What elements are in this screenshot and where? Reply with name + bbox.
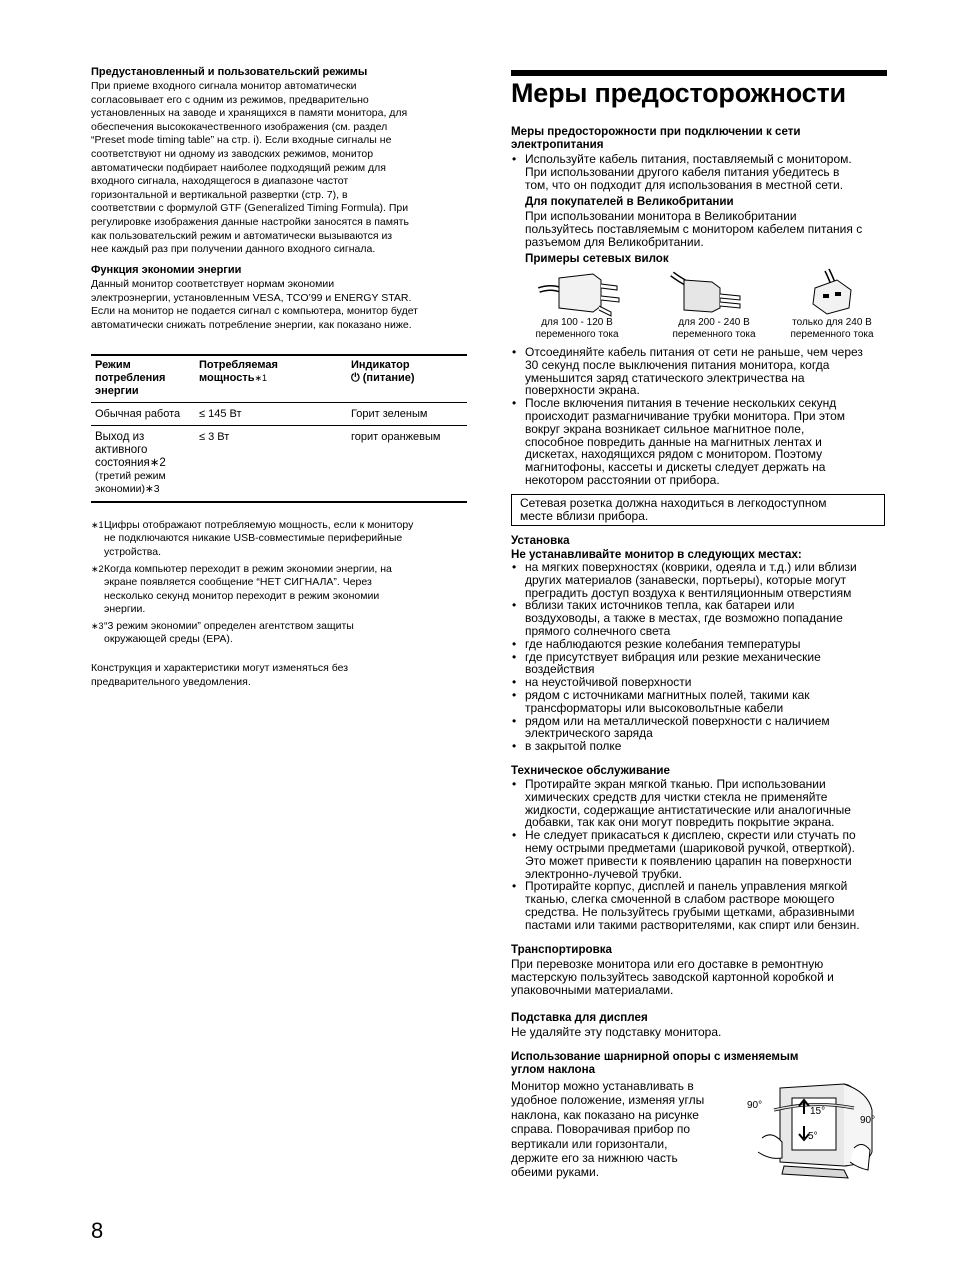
eu-plug-icon [666,268,752,318]
page-title: Меры предосторожности [511,78,846,108]
list-item: • Протирайте экран мягкой тканью. При использовании химических средств для чистки стекла не применяйте жидкости, содержащие антистатические или аналогичные добавки, так как они могут повредить покрытие экрана. [511,778,891,829]
table-rule-bottom [91,501,467,503]
uk-heading: Для покупателей в Великобритании [525,195,734,208]
table-rule-top [91,354,467,356]
footnote-2: ∗2 Когда компьютер переходит в режим экономии энергии, на экране появляется сообщение “НЕТ СИГНАЛА”. Через несколько секунд монитор переходит в режим экономии энергии. [91,563,392,616]
angle-down-label: 5° [808,1131,818,1142]
list-item: • вблизи таких источников тепла, как батареи или воздуховоды, а также в местах, где возможно попадание прямого солнечного света [511,599,891,637]
text-line: Данный монитор соответствует нормам экономии [91,278,335,290]
table-rule-header [91,402,467,403]
angle-right-label: 90° [860,1115,876,1126]
table-row1-mode: Обычная работа [95,408,181,420]
list-item: • где наблюдаются резкие колебания температуры [511,638,891,651]
power-bullets-2: • Отсоединяйте кабель питания от сети не раньше, чем через 30 секунд после выключения питания монитора, когда уменьшится заряд статического электричества на поверхности экрана. • После включения питания в течение нескольких секунд происходит размагничивание трубки монитора. При этом вокруг экрана возникает сильное магнитное поле, способное повредить данные на магнитных лентах и дискетах, находящихся рядом с монитором. Поэтому магнитофоны, кассеты и дискеты следует держать на некотором расстоянии от прибора. [511,346,891,487]
angle-up-label: 15° [810,1106,826,1117]
text-line: “Preset mode timing table” на стр. i). Если входные сигналы не [91,134,392,147]
list-item: • на мягких поверхностях (коврики, одеяла и т.д.) или вблизи других материалов (занавески, портьеры), которые могут преградить доступ воздуха к вентиляционным отверстиям [511,561,891,599]
text-line: При приеме входного сигнала монитор автоматически [91,80,357,92]
text-line: нее каждый раз при получении данного входного сигнала. [91,243,376,256]
list-item: • рядом или на металлической поверхности с наличием электрического заряда [511,715,891,741]
uk-paragraph: При использовании монитора в Великобритании пользуйтесь поставляемым с монитором кабелем питания с разъемом для Великобритании. [525,209,863,249]
install-heading: Установка [511,534,570,547]
energy-heading: Функция экономии энергии [91,264,242,276]
power-heading: Меры предосторожности при подключении к сети электропитания [511,125,801,151]
table-row1-power: ≤ 145 Вт [199,408,242,420]
maintenance-heading: Техническое обслуживание [511,764,670,777]
table-row2-power: ≤ 3 Вт [199,431,230,443]
list-item: • на неустойчивой поверхности [511,676,891,689]
table-row2-indicator: горит оранжевым [351,431,441,443]
transport-paragraph: При перевозке монитора или его доставке в ремонтную мастерскую пользуйтесь заводской картонной коробкой и упаковочными материалами. [511,957,834,997]
list-item: • где присутствует вибрация или резкие механические воздействия [511,651,891,677]
table-rule-row1 [91,425,467,426]
plug-caption-eu: для 200 - 240 В переменного тока [672,317,756,340]
swivel-paragraph: Монитор можно устанавливать в удобное положение, изменяя углы наклона, как показано на рисунке справа. Поворачивая прибор по вертикали или горизонтали, держите его за нижнюю часть обеими руками. [511,1079,705,1180]
power-bullet-1: • Используйте кабель питания, поставляемый с монитором. При использовании другого кабеля питания убедитесь в том, что он подходит для использования в местной сети. [511,153,891,191]
uk-plug-icon [797,268,867,318]
text-line: горизонтальной и вертикальной развертки (стр. 7), в [91,188,348,201]
text-line: соответствуют ни одному из заводских режимов, монитор [91,147,374,160]
text-line: соответствии с формулой GTF (Generalized Timing Formula). При [91,202,409,215]
table-header-power: Потребляемая мощность$^{∗1}$ [199,359,278,384]
transport-heading: Транспортировка [511,943,612,956]
text-line: Если на монитор не подается сигнал с компьютера, монитор будет [91,305,418,318]
text-line: обеспечения высококачественного изображения (см. раздел [91,120,388,133]
install-subheading: Не устанавливайте монитор в следующих местах: [511,548,802,561]
text-line: электроэнергии, установленным VESA, TCO’99 и ENERGY STAR. [91,291,412,304]
table-row1-indicator: Горит зеленым [351,408,428,420]
list-item: • Протирайте корпус, дисплей и панель управления мягкой тканью, слегка смоченной в слабом растворе моющего средства. Не пользуйтесь грубыми щетками, абразивными пастами или такими растворителями, как спирт или бензин. [511,880,891,931]
plugs-heading: Примеры сетевых вилок [525,252,669,265]
closing-note: Конструкция и характеристики могут изменяться без предварительного уведомления. [91,662,349,688]
footnote-3: ∗3 “3 режим экономии” определен агентством защиты окружающей среды (EPA). [91,620,354,646]
preset-heading: Предустановленный и пользовательский режимы [91,66,368,78]
page-number: 8 [91,1218,104,1243]
table-header-mode: Режим потребления энергии [95,359,166,397]
stand-heading: Подставка для дисплея [511,1011,648,1024]
text-line: установленных на заводе и хранящихся в памяти монитора, для [91,107,408,120]
text-line: регулировке изображения данные настройки заносятся в память [91,215,409,228]
list-item: • в закрытой полке [511,740,891,753]
preset-paragraph [91,80,471,257]
maintenance-bullets [511,778,891,932]
text-line: согласовывает его с одним из режимов, предварительно [91,93,369,106]
outlet-notice-box: Сетевая розетка должна находиться в легкодоступном месте вблизи прибора. [511,494,885,526]
angle-left-label: 90° [747,1100,763,1111]
table-row2-mode: Выход из активного состояния∗2 (третий режим экономии)∗3 [95,431,166,495]
footnote-1: ∗1 Цифры отображают потребляемую мощность, если к монитору не подключаются никакие USB-совместимые периферийные устройства. [91,519,414,558]
list-item: • рядом с источниками магнитных полей, такими как трансформаторы или высоковольтные кабели [511,689,891,715]
plug-caption-us: для 100 - 120 В переменного тока [535,317,619,340]
plug-caption-uk: только для 240 В переменного тока [790,317,874,340]
text-line: автоматически подбирает наиболее подходящий режим для [91,161,386,174]
install-bullets [511,561,891,753]
text-line: входного сигнала, находящегося в диапазоне частот [91,175,349,188]
energy-paragraph [91,278,471,332]
stand-paragraph: Не удаляйте эту подставку монитора. [511,1025,722,1039]
text-line: как пользовательский режим и автоматически вызываются из [91,229,393,242]
text-line: автоматически снижать потребление энергии, как показано ниже. [91,318,412,331]
us-plug-icon [537,268,623,318]
swivel-heading: Использование шарнирной опоры с изменяемым углом наклона [511,1050,799,1076]
list-item: • Не следует прикасаться к дисплею, скрести или стучать по нему острыми предметами (шариковой ручкой, отверткой). Это может привести к появлению царапин на поверхности электронно-лучевой трубки. [511,829,891,880]
table-header-indicator: Индикатор ⏻ (питание) [351,359,415,384]
